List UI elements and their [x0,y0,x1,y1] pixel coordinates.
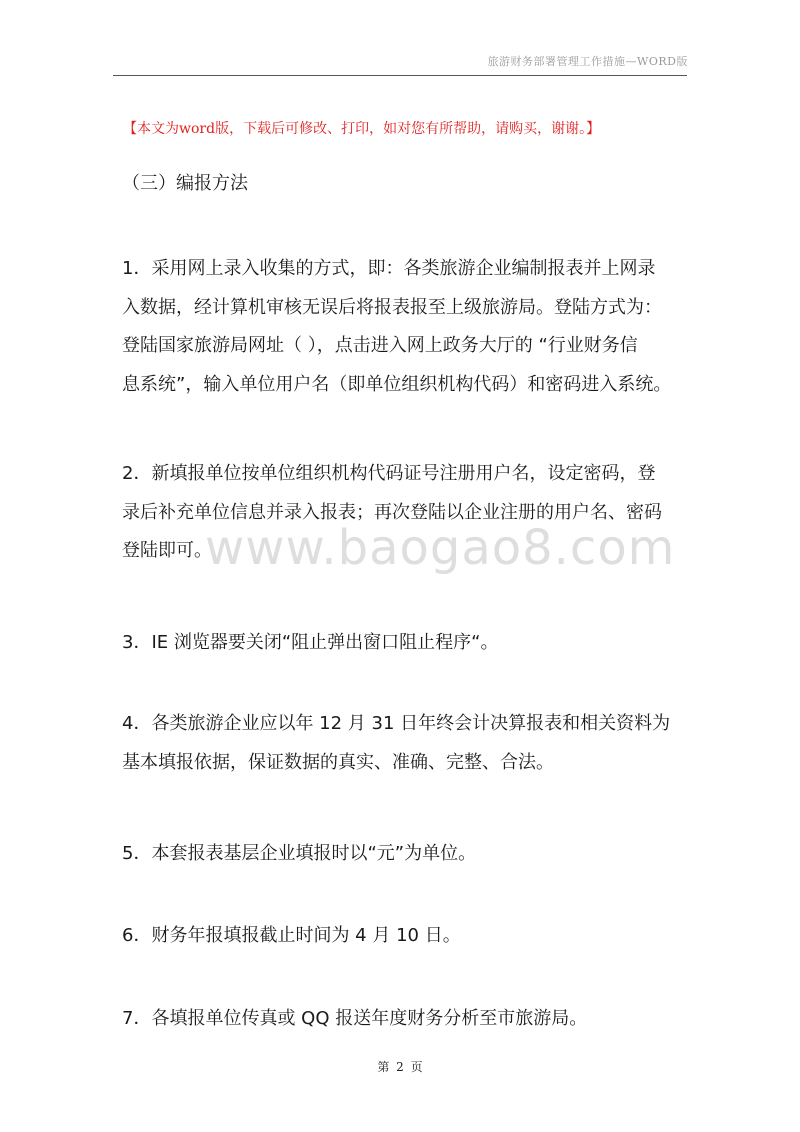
paragraph-line: 4．各类旅游企业应以年 12 月 31 日年终会计决算报表和相关资料为 [122,713,671,734]
paragraph-7 [122,1000,692,1039]
paragraph-1 [122,250,692,404]
paragraph-line: 5．本套报表基层企业填报时以“元”为单位。 [122,843,477,864]
section-heading: （三）编报方法 [122,173,248,194]
paragraph-line: 登陆国家旅游局网址（ ），点击进入网上政务大厅的 “行业财务信 [122,335,638,356]
paragraph-line: 入数据，经计算机审核无误后将报表报至上级旅游局。登陆方式为： [122,296,662,318]
paragraph-3 [122,624,692,663]
paragraph-line: 1．采用网上录入收集的方式，即：各类旅游企业编制报表并上网录 [122,258,656,279]
paragraph-line: 录后补充单位信息并录入报表；再次登陆以企业注册的用户名、密码 [122,501,662,523]
paragraph-line: 2．新填报单位按单位组织机构代码证号注册用户名，设定密码，登 [122,463,656,484]
paragraph-line: 7．各填报单位传真或 QQ 报送年度财务分析至市旅游局。 [122,1008,588,1029]
paragraph-4 [122,705,692,782]
header-title: 旅游财务部署管理工作措施—WORD版 [487,55,688,68]
header-divider [113,75,687,76]
paragraph-line: 登陆即可。 [122,540,212,561]
paragraph-5 [122,835,692,874]
paragraph-line: 息系统”，输入单位用户名（即单位组织机构代码）和密码进入系统。 [122,373,672,395]
page-number: 第 2 页 [377,1060,423,1074]
paragraph-line: 基本填报依据，保证数据的真实、准确、完整、合法。 [122,751,554,773]
paragraph-line: 6．财务年报填报截止时间为 4 月 10 日。 [122,925,461,946]
purchase-notice: 【本文为word版，下载后可修改、打印，如对您有所帮助，请购买，谢谢。】 [123,121,601,137]
paragraph-line: 3．IE 浏览器要关闭“阻止弹出窗口阻止程序“。 [122,632,499,653]
paragraph-6 [122,917,692,956]
watermark: www.baogao8.com [205,520,676,576]
